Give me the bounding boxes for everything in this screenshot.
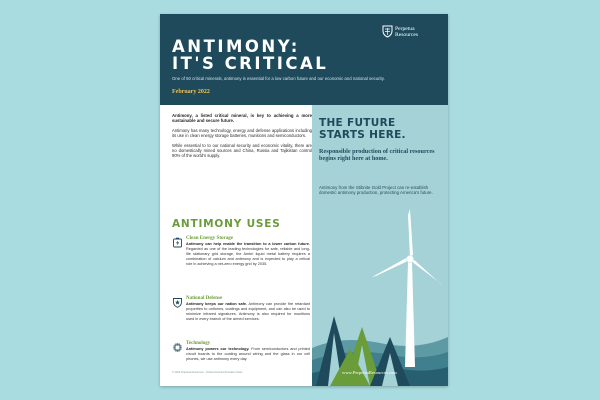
intro-paragraph-2: While essential to to our national security and economic vitality, there are no domestically mined sources and China, Russia and Tajikistan control 90% of the world's supply. <box>172 142 312 159</box>
future-panel <box>312 105 448 386</box>
header-subtitle: One of 50 critical minerals, antimony is essential for a low carbon future and our economic and national security. <box>172 76 385 81</box>
use-description: Antimony can provide fire retardant properties to uniforms, coatings and equipment, and can also be used to minimize infrared signatures. Antimony is also required for munitions used in every branch of the armed services. <box>186 302 311 321</box>
use-text <box>186 347 310 362</box>
perpetua-logo <box>382 24 442 44</box>
future-headline <box>319 117 445 141</box>
publication-date: February 2022 <box>172 89 210 95</box>
use-body <box>186 236 310 267</box>
future-headline-line-2: STARTS HERE. <box>319 129 406 141</box>
use-body <box>186 341 310 362</box>
website-url: www.PerpetuaResources.com <box>342 370 397 375</box>
uses-heading: ANTIMONY USES <box>172 218 281 230</box>
use-lead: Antimony can help enable the transition to a lower carbon future. <box>186 242 310 246</box>
title-line-1: ANTIMONY: <box>172 37 300 56</box>
use-lead: Antimony powers our technology. <box>186 347 250 351</box>
use-description: Regarded as one of the leading technologies for safe, reliable and long-life stationary grid storage, the Ambri liquid metal battery requires a combination of calcium and antimony and is expected to play a critical role in achieving a net-zero energy grid by 2035. <box>186 246 310 266</box>
future-subhead: Responsible production of critical resources begins right here at home. <box>319 148 435 162</box>
future-body: Antimony from the Stibnite Gold Project can re-establish domestic antimony production, protecting America's future. <box>319 185 433 196</box>
intro-lead: Antimony, a listed critical mineral, is key to achieving a more sustainable and secure future. <box>172 113 312 124</box>
shield-logo-icon <box>382 25 393 38</box>
fact-sheet-document <box>160 14 448 386</box>
logo-text <box>395 26 418 38</box>
use-title: Technology <box>186 341 211 346</box>
intro-column <box>172 113 312 163</box>
use-title: Clean Energy Storage <box>186 236 233 241</box>
use-title: National Defense <box>186 296 223 301</box>
use-text <box>186 242 310 267</box>
title-line-2: IT'S CRITICAL <box>172 54 329 73</box>
shield-icon <box>172 297 183 308</box>
use-body <box>186 296 310 322</box>
future-headline-line-1: THE FUTURE <box>319 117 396 129</box>
chip-icon <box>172 342 183 353</box>
battery-icon <box>172 237 183 248</box>
use-text <box>186 302 310 322</box>
use-lead: Antimony keeps our nation safe. <box>186 302 248 306</box>
logo-line-1: Perpetua <box>395 26 415 32</box>
page-title <box>172 38 362 72</box>
header-banner <box>160 14 448 105</box>
intro-paragraph-1: Antimony has many technology, energy and defense applications including its use in clean energy storage batteries, munitions and semiconductors. <box>172 127 312 139</box>
logo-line-2: Resources <box>395 32 418 39</box>
footer-credit: © 2022 Perpetua Resources · Critical mineral information sheet <box>172 371 243 374</box>
use-description: From semiconductors and printed circuit boards to the coating around wiring and the glass in our cell phones, we use antimony every day. <box>186 347 311 361</box>
